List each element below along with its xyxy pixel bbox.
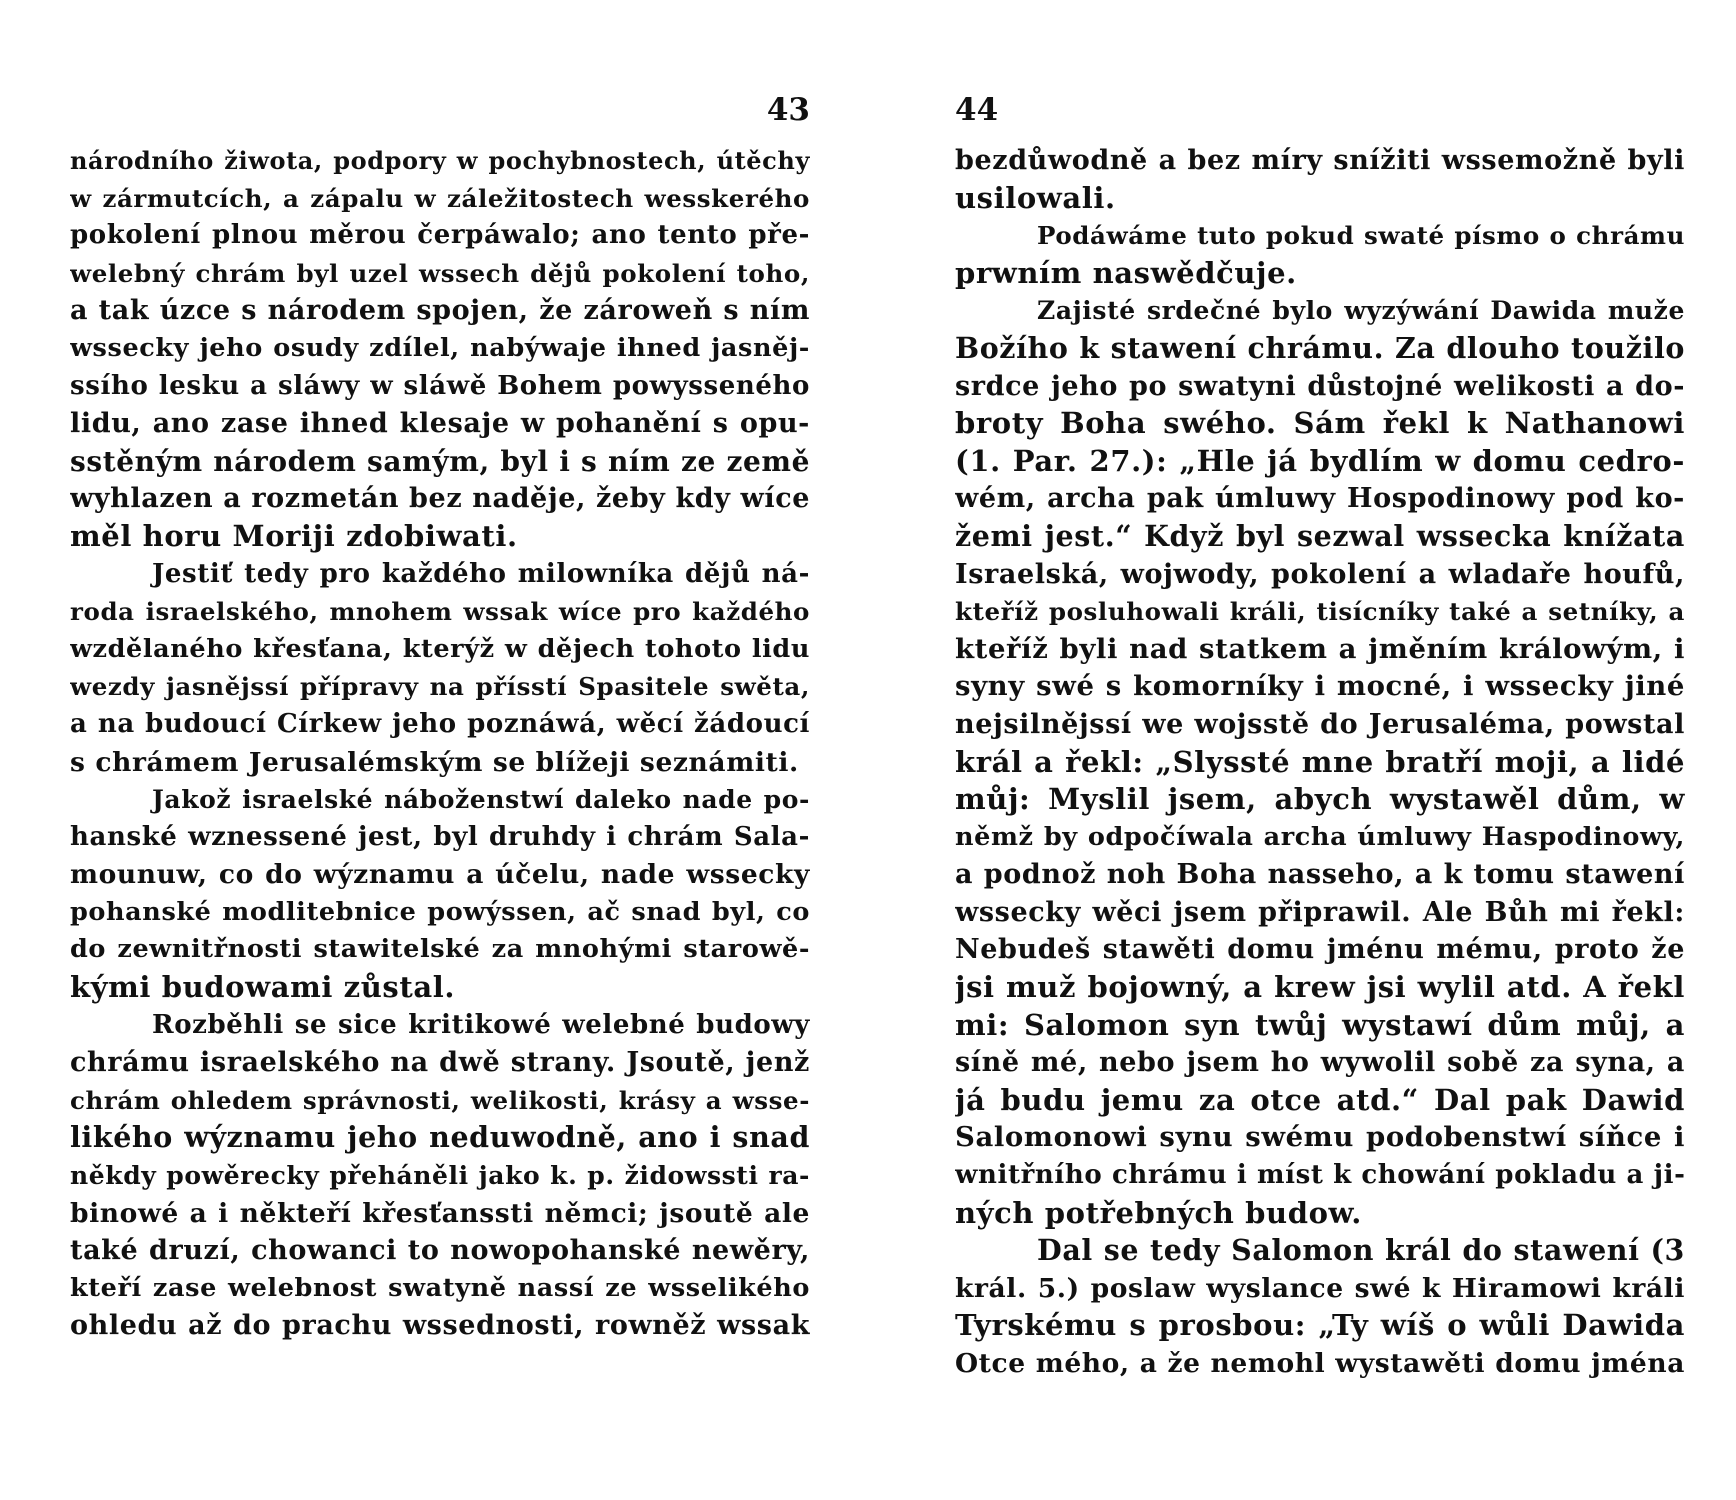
text-line: mi: Salomon syn twůj wystawí dům můj, a (955, 1007, 1685, 1042)
text-line: Otce mého, a že nemohl wystawěti domu jména (955, 1348, 1685, 1379)
page-number: 44 (955, 92, 999, 128)
text-line: lidu, ano zase ihned klesaje w pohanění s opu- (70, 408, 810, 440)
text-line: síně mé, nebo jsem ho wywolil sobě za syna, a (955, 1047, 1685, 1079)
text-line: wssecky wěci jsem připrawil. Ale Bůh mi řekl: (955, 896, 1685, 928)
text-line: jsi muž bojowný, a krew jsi wylil atd. A řekl (955, 970, 1685, 1005)
right-page (955, 92, 1685, 1383)
text-line: w zármutcích, a zápalu w záležitostech wesskerého (70, 183, 810, 213)
text-line: wnitřního chrámu i míst k chowání pokladu a ji- (955, 1160, 1685, 1191)
text-line: Zajisté srdečné bylo wyzýwání Dawida muže (1037, 296, 1685, 326)
text-line: srdce jeho po swatyni důstojné welikosti a do- (955, 370, 1685, 402)
text-line: wyhlazen a rozmetán bez naděje, žeby kdy wíce (70, 483, 810, 515)
text-line: král a řekl: „Slyssté mne bratří moji, a lidé (955, 744, 1685, 779)
text-line: můj: Myslil jsem, abych wystawěl dům, w (955, 782, 1685, 817)
text-line: wssecky jeho osudy zdílel, nabýwaje ihned jasněj- (70, 332, 810, 363)
text-line: Nebudeš stawěti domu jménu mému, proto že (955, 934, 1685, 966)
text-line: hanské wznessené jest, byl druhdy i chrám Sala- (70, 821, 810, 852)
text-line: a podnož noh Boha nasseho, a k tomu stawení (955, 859, 1685, 891)
text-line: také druzí, chowanci to nowopohanské newěry, (70, 1235, 810, 1267)
text-line: ných potřebných budow. (955, 1195, 1362, 1230)
text-line: Salomonowi synu swému podobenstwí síňce i (955, 1121, 1685, 1154)
text-line: Dal se tedy Salomon král do stawení (3 (1037, 1233, 1685, 1268)
text-line: pohanské modlitebnice powýssen, ač snad byl, co (70, 896, 810, 927)
text-line: Jestiť tedy pro každého milowníka dějů ná- (152, 558, 810, 589)
text-line: Rozběhli se sice kritikowé welebné budowy (152, 1009, 810, 1040)
text-line: chrám ohledem správnosti, welikosti, krásy a wsse- (70, 1085, 810, 1115)
text-line: kteříž posluhowali králi, tisícníky také a setníky, a (955, 597, 1685, 627)
text-line: žemi jest.“ Když byl sezwal wssecka knížata (955, 518, 1685, 553)
text-line: kými budowami zůstal. (70, 970, 456, 1005)
text-line: wém, archa pak úmluwy Hospodinowy pod ko- (955, 483, 1685, 515)
text-line: Tyrskému s prosbou: „Ty wíš o wůli Dawida (955, 1308, 1685, 1343)
text-line: wezdy jasnějssí přípravy na přísstí Spasitele swěta, (70, 672, 810, 702)
text-line: ohledu až do prachu wssednosti, rowněž wssak (70, 1310, 810, 1342)
text-line: král. 5.) poslaw wyslance swé k Hiramowi králi (955, 1272, 1685, 1304)
text-line: Israelská, wojwody, pokolení a wladaře houfů, (955, 558, 1685, 590)
text-line: s chrámem Jerusalémským se blížeji seznámiti. (70, 746, 799, 778)
text-line: sstěným národem samým, byl i s ním ze země (70, 444, 810, 478)
text-line: někdy powěrecky přeháněli jako k. p. židowssti ra- (70, 1161, 810, 1191)
text-line: broty Boha swého. Sám řekl k Nathanowi (955, 406, 1685, 441)
page-text (70, 142, 810, 1345)
text-line: pokolení plnou měrou čerpáwalo; ano tento pře- (70, 220, 810, 251)
left-page (70, 92, 810, 1345)
text-line: do zewnitřnosti stawitelské za mnohými starowě- (70, 934, 810, 965)
text-line: (1. Par. 27.): „Hle já bydlím w domu cedro- (955, 443, 1685, 478)
text-line: já budu jemu za otce atd.“ Dal pak Dawid (955, 1082, 1685, 1117)
page-number: 43 (766, 92, 810, 128)
text-line: a tak úzce s národem spojen, že zároweň s ním (70, 295, 810, 327)
text-line: Jakož israelské náboženstwí daleko nade po- (152, 785, 810, 815)
text-line: mounuw, co do wýznamu a účelu, nade wssecky (70, 859, 810, 891)
text-line: binowé a i někteří křesťanssti němci; jsoutě ale (70, 1197, 810, 1229)
text-line: welebný chrám byl uzel wssech dějů pokolení toho, (70, 258, 810, 288)
text-line: likého wýznamu jeho neduwodně, ano i snad (70, 1120, 810, 1155)
text-line: syny swé s komorníky i mocné, i wssecky jiné (955, 670, 1685, 703)
text-line: měl horu Moriji zdobiwati. (70, 518, 518, 553)
text-line: Podáwáme tuto pokud swaté písmo o chrámu (1037, 221, 1685, 251)
text-line: usilowali. (955, 180, 1116, 215)
text-line: prwním naswědčuje. (955, 255, 1297, 290)
text-line: národního žiwota, podpory w pochybnostech, útěchy (70, 146, 810, 175)
text-line: kteříž byli nad statkem a jměním králowým, i (955, 632, 1685, 665)
text-line: kteří zase welebnost swatyně nassí ze wsselikého (70, 1272, 810, 1303)
text-line: ssího lesku a sláwy w sláwě Bohem powyssenéhо (70, 370, 810, 401)
text-line: nejsilnějssí we wojsstě do Jerusaléma, powstal (955, 708, 1685, 740)
page-text (955, 142, 1685, 1383)
text-line: wzdělaného křesťana, kterýž w dějech tohoto lidu (70, 633, 810, 664)
text-line: Božího k stawení chrámu. Za dlouho toužilo (955, 330, 1685, 365)
text-line: roda israelského, mnohem wssak wíce pro každého (70, 597, 810, 627)
text-line: němž by odpočíwala archa úmluwy Haspodinowy, (955, 821, 1685, 852)
text-line: bezdůwodně a bez míry snížiti wssemožně byli (955, 145, 1685, 176)
text-line: a na budoucí Církew jeho poznáwá, wěcí žádoucí (70, 708, 810, 739)
text-line: chrámu israelského na dwě strany. Jsoutě, jenž (70, 1047, 810, 1079)
